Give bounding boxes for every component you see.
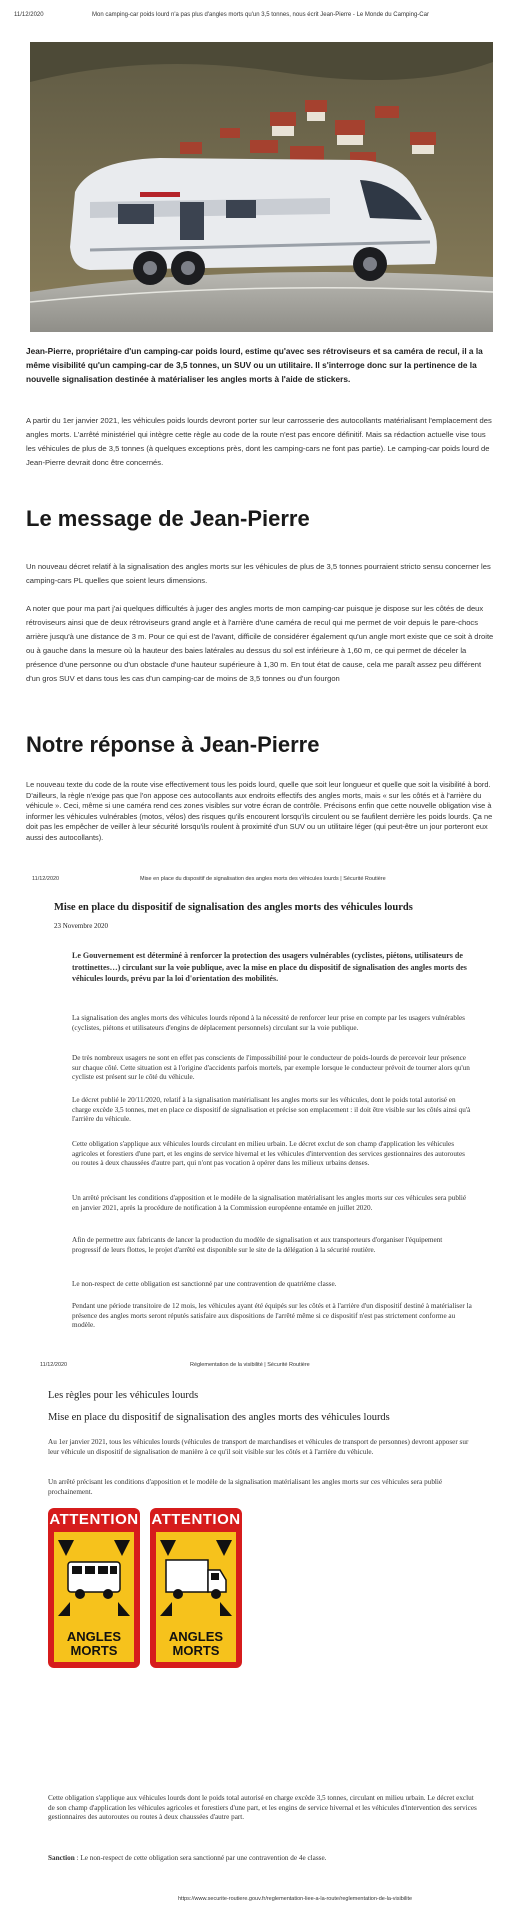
article-paragraph-1: A partir du 1er janvier 2021, les véhicules poids lourds devront porter sur leur carrosserie des autocollants matérialisant l'emplacement des angles morts. L'arrêté ministériel qui intègre cette règle au code de la route n'est pas encore définitif. Mais sa rédaction actuelle vise tous les véhicules de plus de 3,5 tonnes (à quelques exceptions près, dont les camping-cars ne font pas partie). Le camping-car poids lourd de Jean-Pierre devrait donc être concernés. (26, 416, 492, 467)
scan2-paragraph-2: Un arrêté précisant les conditions d'apposition et le modèle de la signalisation matérialisant les angles morts sur ces véhicules sera publié prochainement. (48, 1478, 443, 1496)
scan2-footer-url: https://www.securite-routiere.gouv.fr/reglementation-liee-a-la-route/reglementation-de-la-visibilite (178, 1896, 413, 1902)
scan1-paragraph-2: De très nombreux usagers ne sont en effet pas conscients de l'impossibilité pour le conducteur de poids-lourds de percevoir leur présence sur chaque côté. Cette situation est à l'origine d'accidents parfois mortels, par exemple lorsque le conducteur prévoit de tourner alors qu'un cycliste est présent sur le côté du véhicule. (72, 1054, 470, 1082)
angles-morts-sign-truck (150, 1508, 242, 1668)
sign-attention-label: ATTENTION (151, 1511, 241, 1528)
scan2-print-title: Réglementation de la visibilité | Sécurité Routière (190, 1362, 310, 1368)
article-intro: Jean-Pierre, propriétaire d'un camping-car poids lourd, estime qu'avec ses rétroviseurs et sa caméra de recul, il a la même visibilité qu'un camping-car de 3,5 tonnes, un SUV ou un utilitaire. Il s'interroge donc sur la pertinence de la nouvelle signalisation destinée à matérialiser les angles morts à l'aide de stickers. (26, 346, 483, 384)
scan2-print-date: 11/12/2020 (40, 1362, 68, 1368)
scan1-print-date: 11/12/2020 (32, 876, 60, 882)
scan2-paragraph-3: Cette obligation s'applique aux véhicules lourds dont le poids total autorisé en charge excède 3,5 tonnes, circulant en milieu urbain. Le décret exclut de son champ d'application les véhicules agricoles et forestiers d'une part, et les engins de service hivernal et les véhicules d'intervention des services gestionnaires des autoroutes ou routes à deux chaussées d'autre part. (48, 1794, 477, 1822)
sanction-label: Sanction (48, 1854, 75, 1862)
reponse-paragraph: Le nouveau texte du code de la route vise effectivement tous les poids lourd, quelle que soit leur longueur et quelle que soit la visibilité à bord. D'ailleurs, la règle n'exige pas que l'on appose ces autocollants aux endroits effectifs des angles morts, mais « sur les côtés et à l'arrière du véhicule ». Ceci, même si une caméra rend ces zones visibles sur votre écran de contrôle. Précisons enfin que cette nouvelle obligation vise à informer les véhicules vulnérables (motos, vélos) des risques qu'ils encourent lorsqu'ils circulent ou se faufilent derrière les poids lourds. Ça ne doit pas les empêcher de veiller à leur sécurité lorsqu'ils roulent à proximité d'un SUV ou un utilitaire léger (qui peut-être un jour porteront eux aussi des autocollants). (26, 780, 493, 842)
heading-message: Le message de Jean-Pierre (26, 506, 310, 531)
scan2-sanction (48, 1854, 478, 1864)
scan2-paragraph-1: Au 1er janvier 2021, tous les véhicules lourds (véhicules de transport de marchandises et véhicules de transport de personnes) devront apposer sur leur véhicule un dispositif de signalisation de manière à ce qu'il soit visible sur les côtés et à l'arrière du véhicule. (48, 1438, 469, 1456)
bus-icon (54, 1532, 134, 1622)
message-paragraph-1: Un nouveau décret relatif à la signalisation des angles morts sur les véhicules de plus de 3,5 tonnes pourraient stricto sensu concerner les camping-cars PL quelles que soient leurs dimensions. (26, 562, 491, 585)
motorhome (70, 158, 437, 285)
heading-reponse: Notre réponse à Jean-Pierre (26, 732, 320, 757)
sign-angles-morts-text: ANGLES MORTS (168, 1629, 224, 1658)
scan1-paragraph-8: Pendant une période transitoire de 12 mois, les véhicules ayant été équipés sur les côtés et à l'arrière d'un dispositif destiné à matérialiser la présence des angles morts seront réputés satisfaire aux dispositions de l'arrêté même si ce dispositif n'est pas strictement conforme au modèle. (72, 1302, 472, 1330)
scan1-paragraph-6: Afin de permettre aux fabricants de lancer la production du modèle de signalisation et aux transporteurs d'organiser l'équipement progressif de leurs flottes, le projet d'arrêté est disponible sur le site de la délégation à la sécurité routière. (72, 1236, 443, 1254)
scan1-paragraph-1: La signalisation des angles morts des véhicules lourds répond à la nécessité de renforcer leur prise en compte par les usagers vulnérables (cyclistes, piétons et utilisateurs d'engins de déplacement personnels) circulant sur la voie publique. (72, 1014, 465, 1032)
angles-morts-sign-bus (48, 1508, 140, 1668)
scan2-heading-1: Les règles pour les véhicules lourds (48, 1390, 199, 1401)
message-paragraph-2: A noter que pour ma part j'ai quelques difficultés à juger des angles morts de mon camping-car puisque je dispose sur les côtés de deux rétroviseurs ainsi que de deux rétroviseurs grand angle et à l'arrière d'une caméra de recul qui me permet de voir depuis le pare-chocs arrière jusqu'à une distance de 3 m. Pour ce qui est de l'avant, difficile de considérer également qu'un angle mort existe que ce soit à droite ou à gauche dans la mesure où la hauteur des baies latérales au dessus du sol est inférieure à 1,60 m, ce qui permet de déceler la présence d'une personne ou d'un obstacle d'une hauteur supérieure à 1,30 m. En tout état de cause, cela me paraît assez peu différent d'un gros SUV et dans tous les cas d'un camping-car de moins de 3,5 tonnes ou d'un fourgon (26, 604, 494, 683)
sign-attention-label: ATTENTION (49, 1511, 139, 1528)
sanction-text: : Le non-respect de cette obligation sera sanctionné par une contravention de 4e classe. (74, 1854, 327, 1862)
scan1-title: Mise en place du dispositif de signalisation des angles morts des véhicules lourds (54, 902, 413, 913)
scan1-paragraph-4: Cette obligation s'applique aux véhicules lourds circulant en milieu urbain. Le décret exclut de son champ d'application les véhicules agricoles et forestiers d'une part, et les engins de service hivernal et les véhicules d'intervention des services gestionnaires des autoroutes ou routes à deux chaussées d'autre part, qui n'ont pas vocation à opérer dans les milieux urbains denses. (72, 1140, 465, 1168)
print-title: Mon camping-car poids lourd n'a pas plus d'angles morts qu'un 3,5 tonnes, nous écrit Jean-Pierre - Le Monde du Camping-Car (92, 12, 429, 18)
scan1-date: 23 Novembre 2020 (54, 922, 109, 930)
camping-car-photo (30, 42, 493, 332)
scan1-print-title: Mise en place du dispositif de signalisation des angles morts des véhicules lourds | Sécurité Routière (140, 876, 386, 882)
scan1-paragraph-5: Un arrêté précisant les conditions d'apposition et le modèle de la signalisation matérialisant les angles morts sur ces véhicules sera publié en janvier 2021, après la procédure de notification à la Commission européenne entamée en juillet 2020. (72, 1194, 467, 1212)
scan1-paragraph-7: Le non-respect de cette obligation est sanctionné par une contravention de quatrième classe. (72, 1280, 337, 1288)
truck-icon (156, 1532, 236, 1622)
scan1-lead: Le Gouvernement est déterminé à renforcer la protection des usagers vulnérables (cyclistes, piétons, utilisateurs de trottinettes…) circulant sur la voie publique, avec la mise en place du dispositif de signalisation des angles morts des véhicules lourds, prévu par la loi d'orientation des mobilités. (72, 951, 467, 983)
hero-photo (30, 42, 493, 332)
scan1-paragraph-3: Le décret publié le 20/11/2020, relatif à la signalisation matérialisant les angles morts sur les véhicules, dont le poids total autorisé en charge excède 3,5 tonnes, met en place ce dispositif de signalisation et précise son emplacement : il doit être visible sur les côtés ainsi qu'à l'arrière du véhicule. (72, 1096, 471, 1124)
scan2-heading-2: Mise en place du dispositif de signalisation des angles morts des véhicules lourds (48, 1412, 390, 1423)
print-date: 11/12/2020 (14, 12, 44, 18)
sign-angles-morts-text: ANGLES MORTS (66, 1629, 122, 1658)
